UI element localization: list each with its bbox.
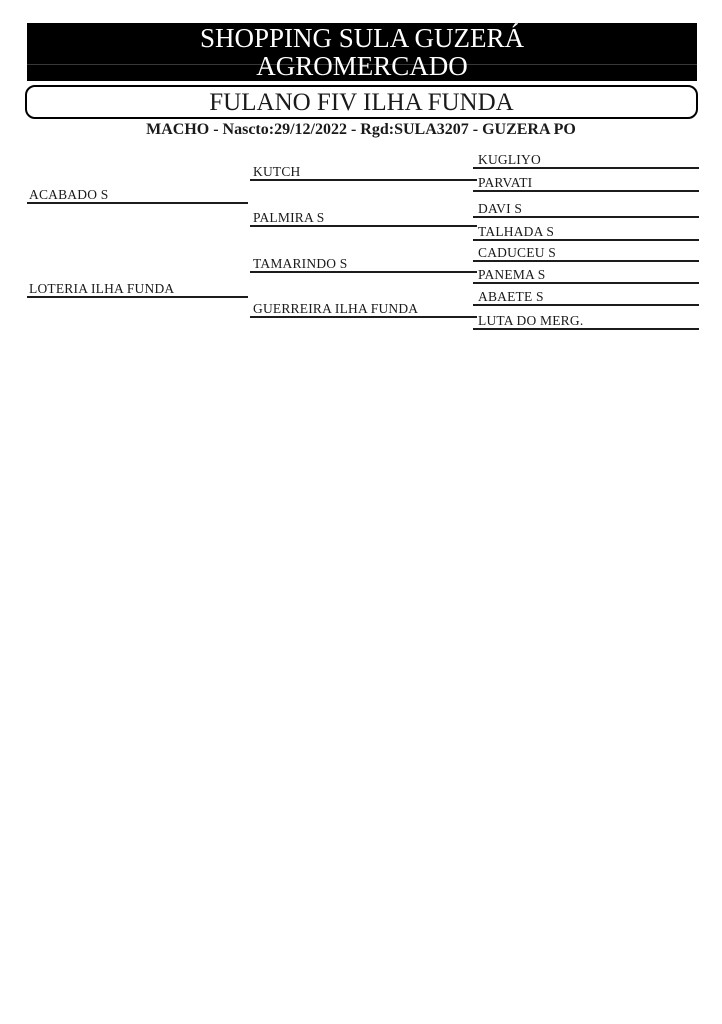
pedigree-node-sire-sire [250,162,477,181]
pedigree-node-sire-sire-sire [473,150,699,169]
pedigree-node-label: LUTA DO MERG. [478,313,584,328]
pedigree-node-dam-sire [250,254,477,273]
pedigree-node-label: ACABADO S [29,187,109,202]
pedigree-node-label: CADUCEU S [478,245,556,260]
animal-details: MACHO - Nascto:29/12/2022 - Rgd:SULA3207 - GUZERA PO [146,121,576,138]
pedigree-node-label: ABAETE S [478,289,544,304]
pedigree-node-label: LOTERIA ILHA FUNDA [29,281,175,296]
pedigree-node-dam [27,279,248,298]
pedigree-node-sire-dam-sire [473,199,699,218]
pedigree-node-label: TALHADA S [478,224,555,239]
pedigree-node-dam-dam-sire [473,287,699,306]
pedigree-node-sire [27,185,248,204]
pedigree-node-label: PALMIRA S [253,210,325,225]
pedigree-node-dam-sire-sire [473,243,699,262]
pedigree-node-label: PARVATI [478,175,533,190]
pedigree-node-sire-sire-dam [473,173,699,192]
pedigree-node-sire-dam-dam [473,222,699,241]
pedigree-node-label: GUERREIRA ILHA FUNDA [253,301,419,316]
pedigree-node-label: DAVI S [478,201,523,216]
pedigree-node-dam-dam [250,299,477,318]
brand-name-line1: SHOPPING SULA GUZERÁ [199,23,525,53]
pedigree-node-label: TAMARINDO S [253,256,348,271]
pedigree-node-label: PANEMA S [478,267,546,282]
page-title: FULANO FIV ILHA FUNDA [209,88,514,116]
pedigree-node-dam-sire-dam [473,265,699,284]
pedigree-node-sire-dam [250,208,477,227]
pedigree-node-dam-dam-dam [473,311,699,330]
pedigree-node-label: KUTCH [253,164,301,179]
brand-name-line2: AGROMERCADO [256,51,468,81]
pedigree-node-label: KUGLIYO [478,152,541,167]
